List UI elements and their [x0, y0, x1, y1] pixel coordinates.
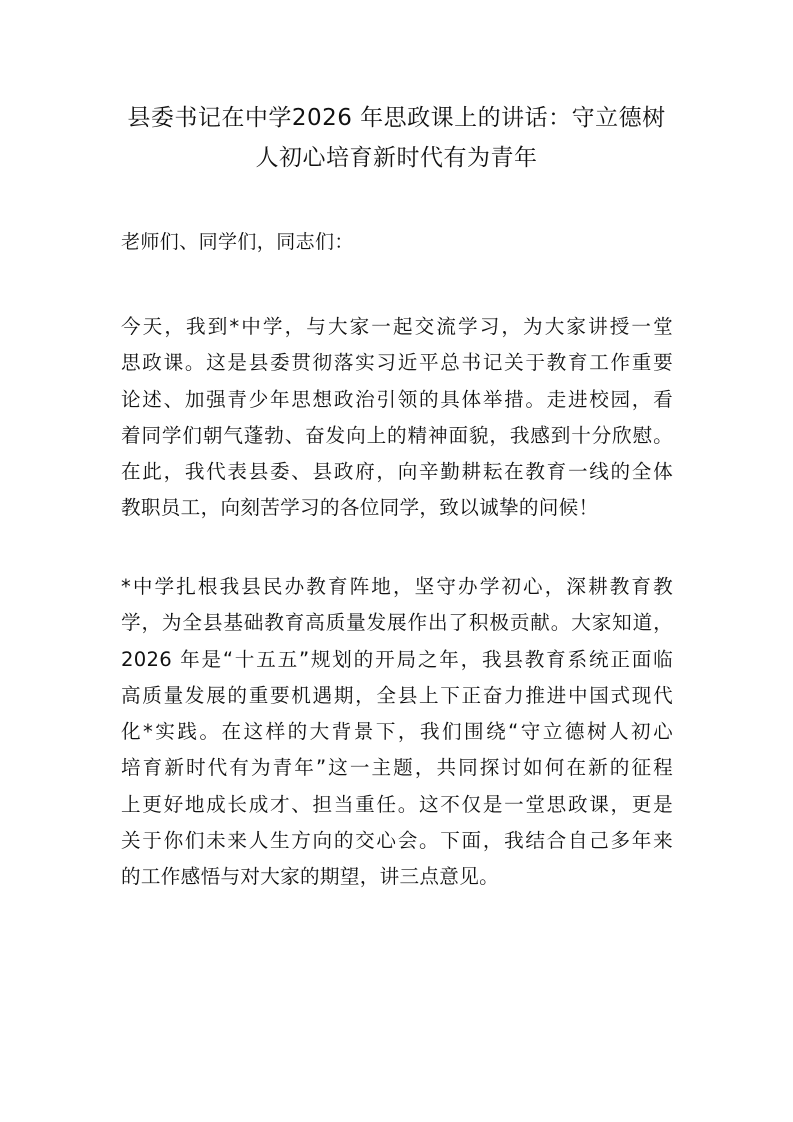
paragraph-line: 化*实践。在这样的大背景下，我们围绕“守立德树人初心 [121, 720, 673, 744]
document-title-line-1: 县委书记在中学2026 年思政课上的讲话：守立德树 [127, 105, 666, 131]
paragraph-line: 关于你们未来人生方向的交心会。下面，我结合自己多年来 [121, 829, 673, 853]
paragraph-line: 思政课。这是县委贯彻落实习近平总书记关于教育工作重要 [121, 351, 673, 375]
paragraph-line: 上更好地成长成才、担当重任。这不仅是一堂思政课，更是 [121, 792, 673, 816]
paragraph-line: *中学扎根我县民办教育阵地，坚守办学初心，深耕教育教 [121, 575, 673, 598]
paragraph-line: 教职员工，向刻苦学习的各位同学，致以诚挚的问候！ [121, 496, 599, 520]
paragraph-line: 2026 年是“十五五”规划的开局之年，我县教育系统正面临 [121, 647, 673, 671]
paragraph-line: 培育新时代有为青年”这一主题，共同探讨如何在新的征程 [121, 756, 673, 780]
document-title-line-2: 人初心培育新时代有为青年 [255, 145, 538, 171]
paragraph-1 [121, 309, 673, 527]
paragraph-line: 今天，我到*中学，与大家一起交流学习，为大家讲授一堂 [121, 315, 673, 338]
paragraph-line: 的工作感悟与对大家的期望，讲三点意见。 [121, 865, 499, 889]
salutation: 老师们、同学们，同志们： [121, 231, 354, 253]
paragraph-line: 着同学们朝气蓬勃、奋发向上的精神面貌，我感到十分欣慰。 [121, 423, 673, 447]
paragraph-line: 论述、加强青少年思想政治引领的具体举措。走进校园，看 [121, 387, 673, 411]
paragraph-line: 学，为全县基础教育高质量发展作出了积极贡献。大家知道， [121, 611, 673, 635]
paragraph-2 [121, 569, 673, 896]
paragraph-line: 高质量发展的重要机遇期，全县上下正奋力推进中国式现代 [121, 683, 673, 707]
paragraph-line: 在此，我代表县委、县政府，向辛勤耕耘在教育一线的全体 [121, 460, 673, 484]
